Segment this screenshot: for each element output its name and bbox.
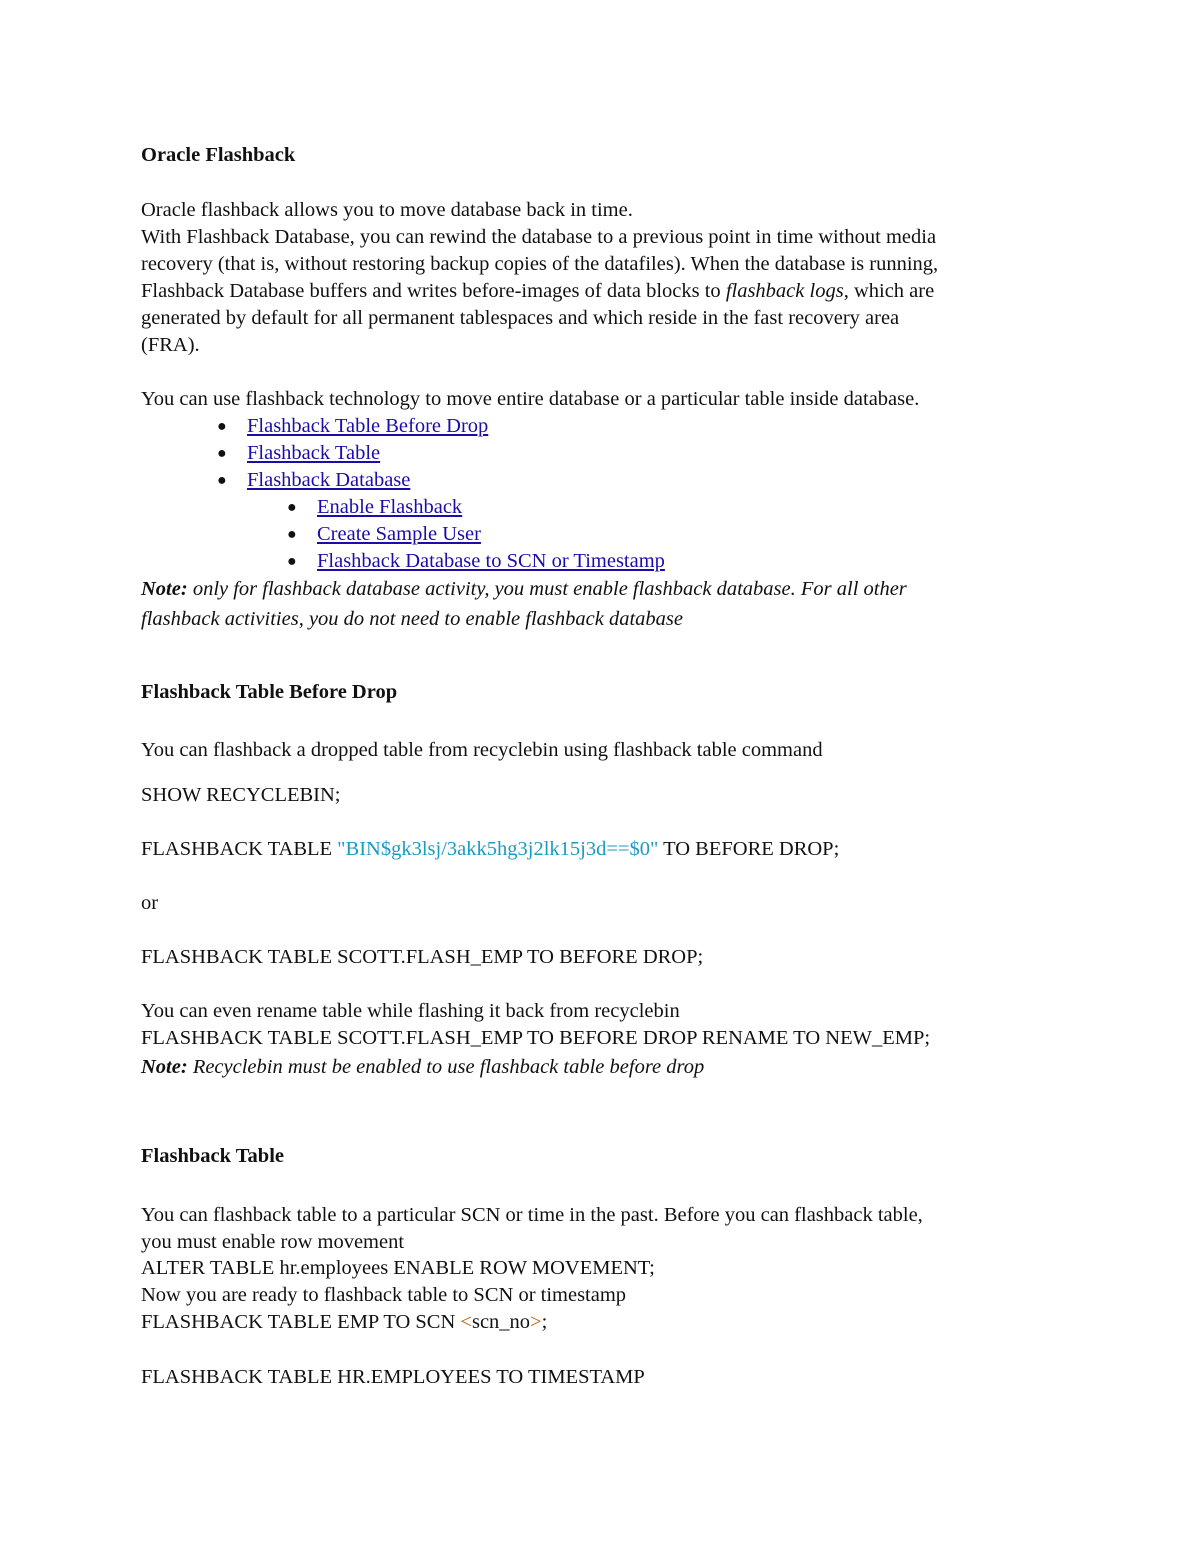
code-line: SHOW RECYCLEBIN; (141, 784, 341, 806)
emphasis-text: flashback logs (725, 280, 844, 302)
paragraph: You can flashback a dropped table from recyclebin using flashback table command (141, 739, 823, 761)
paragraph: Now you are ready to flashback table to SCN or timestamp (141, 1284, 627, 1306)
intro-paragraph: You can use flashback technology to move entire database or a particular table inside database. (141, 388, 920, 410)
toc-link-enable-flashback[interactable]: Enable Flashback (317, 496, 463, 518)
intro-paragraph: Oracle flashback allows you to move database back in time. (141, 199, 633, 221)
paragraph: You can flashback table to a particular SCN or time in the past. Before you can flashback table, (141, 1204, 923, 1226)
code-text: FLASHBACK TABLE EMP TO SCN (141, 1311, 461, 1333)
code-string: "BIN$gk3lsj/3akk5hg3j2lk15j3d==$0" (337, 838, 659, 860)
note-text: flashback activities, you do not need to enable flashback database (141, 608, 683, 630)
toc-subitem (287, 548, 665, 575)
note-text: Recyclebin must be enabled to use flashback table before drop (187, 1056, 705, 1078)
code-line: ALTER TABLE hr.employees ENABLE ROW MOVEMENT; (141, 1257, 655, 1279)
note-label: Note: (141, 1056, 188, 1078)
intro-paragraph: (FRA). (141, 334, 200, 356)
intro-paragraph: generated by default for all permanent tablespaces and which reside in the fast recovery area (141, 307, 900, 329)
code-text: TO BEFORE DROP; (658, 838, 840, 860)
code-bracket: < (460, 1311, 472, 1333)
toc-link-flashback-database-to-scn[interactable]: Flashback Database to SCN or Timestamp (317, 550, 665, 572)
toc-item (217, 440, 381, 467)
bullet-icon: ● (287, 499, 297, 516)
section-heading: Flashback Table Before Drop (141, 681, 398, 703)
note (141, 1054, 704, 1081)
note-text: only for flashback database activity, you must enable flashback database. For all other (187, 578, 907, 600)
toc-item (217, 467, 411, 494)
text-run: , which are (843, 280, 935, 302)
code-line: FLASHBACK TABLE SCOTT.FLASH_EMP TO BEFORE DROP; (141, 946, 704, 968)
intro-paragraph: With Flashback Database, you can rewind the database to a previous point in time without media (141, 226, 937, 248)
toc-link-flashback-table-before-drop[interactable]: Flashback Table Before Drop (247, 415, 489, 437)
code-line (141, 1309, 547, 1336)
note (141, 576, 907, 603)
bullet-icon: ● (217, 472, 227, 489)
text-run: Flashback Database buffers and writes before-images of data blocks to (141, 280, 726, 302)
code-line (141, 836, 839, 863)
code-bracket: > (530, 1311, 542, 1333)
paragraph: you must enable row movement (141, 1231, 405, 1253)
section-heading: Flashback Table (141, 1145, 284, 1167)
bullet-icon: ● (287, 526, 297, 543)
page-title: Oracle Flashback (141, 144, 296, 166)
bullet-icon: ● (217, 445, 227, 462)
toc-subitem (287, 494, 463, 521)
note (141, 606, 683, 633)
code-text: ; (541, 1311, 548, 1333)
bullet-icon: ● (217, 418, 227, 435)
code-line: FLASHBACK TABLE HR.EMPLOYEES TO TIMESTAMP (141, 1366, 645, 1388)
code-placeholder: scn_no (471, 1311, 531, 1333)
code-text: FLASHBACK TABLE (141, 838, 338, 860)
toc-subitem (287, 521, 481, 548)
paragraph: or (141, 892, 159, 914)
code-line: FLASHBACK TABLE SCOTT.FLASH_EMP TO BEFORE DROP RENAME TO NEW_EMP; (141, 1027, 931, 1049)
toc-link-flashback-table[interactable]: Flashback Table (247, 442, 381, 464)
toc-link-flashback-database[interactable]: Flashback Database (247, 469, 411, 491)
toc-item (217, 413, 489, 440)
note-label: Note: (141, 578, 188, 600)
toc-link-create-sample-user[interactable]: Create Sample User (317, 523, 481, 545)
bullet-icon: ● (287, 553, 297, 570)
paragraph: You can even rename table while flashing it back from recyclebin (141, 1000, 680, 1022)
intro-paragraph: recovery (that is, without restoring backup copies of the datafiles). When the database is running, (141, 253, 939, 275)
intro-paragraph (141, 278, 934, 305)
